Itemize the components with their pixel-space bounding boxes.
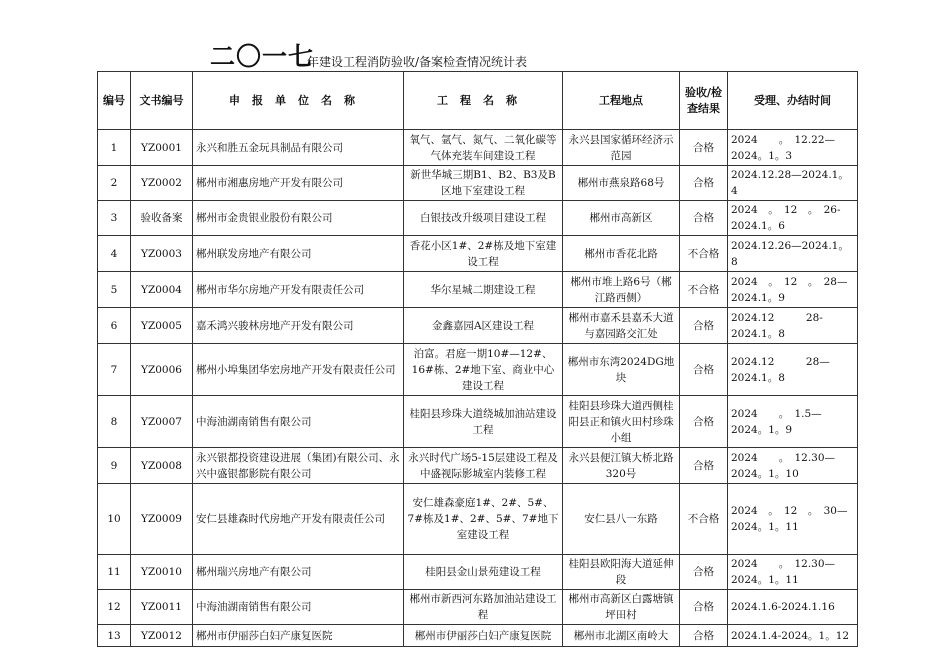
row-project: 泊富。君庭一期10#—12#、16#栋、2#地下室、商业中心建设工程 [404, 344, 563, 396]
row-doc-no: YZ0001 [131, 130, 193, 166]
row-location: 郴州市北湖区南岭大 [563, 625, 680, 647]
row-result: 合格 [680, 555, 728, 590]
row-applicant: 郴州小埠集团华宏房地产开发有限责任公司 [193, 344, 404, 396]
row-result: 合格 [680, 308, 728, 344]
inspection-table [97, 71, 858, 647]
row-result: 合格 [680, 344, 728, 396]
row-location: 郴州市高新区白露塘镇坪田村 [563, 590, 680, 625]
row-result: 合格 [680, 201, 728, 236]
row-project: 白银技改升级项目建设工程 [404, 201, 563, 236]
row-doc-no: 验收备案 [131, 201, 193, 236]
row-applicant: 永兴和胜五金玩具制品有限公司 [193, 130, 404, 166]
row-applicant: 郴州市金贵银业股份有限公司 [193, 201, 404, 236]
row-project: 香花小区1#、2#栋及地下室建设工程 [404, 236, 563, 272]
row-index: 2 [98, 166, 131, 201]
row-doc-no: YZ0006 [131, 344, 193, 396]
table-row [98, 308, 858, 344]
table-row [98, 448, 858, 484]
row-time: 2024.12 28-2024.1。8 [728, 308, 858, 344]
row-project: 郴州市新西河东路加油站建设工程 [404, 590, 563, 625]
row-project: 永兴时代广场5-15层建设工程及中盛视际影城室内装修工程 [404, 448, 563, 484]
row-location: 安仁县八一东路 [563, 484, 680, 555]
table-row [98, 166, 858, 201]
row-result: 不合格 [680, 236, 728, 272]
row-index: 13 [98, 625, 131, 647]
row-doc-no: YZ0005 [131, 308, 193, 344]
table-row [98, 344, 858, 396]
row-project: 桂阳县金山景苑建设工程 [404, 555, 563, 590]
row-time: 2024 。 12 。 30—2024。1。11 [728, 484, 858, 555]
header-location: 工程地点 [563, 72, 680, 130]
row-index: 4 [98, 236, 131, 272]
row-result: 不合格 [680, 484, 728, 555]
row-time: 2024 。 12.30—2024。1。11 [728, 555, 858, 590]
table-body [98, 130, 858, 647]
row-location: 郴州市嘉禾县嘉禾大道与嘉园路交汇处 [563, 308, 680, 344]
row-location: 郴州市高新区 [563, 201, 680, 236]
table-row [98, 555, 858, 590]
row-project: 金鑫嘉园A区建设工程 [404, 308, 563, 344]
row-result: 合格 [680, 625, 728, 647]
row-applicant: 郴州瑞兴房地产有限公司 [193, 555, 404, 590]
row-time: 2024.1.4-2024。1。12 [728, 625, 858, 647]
row-applicant: 郴州联发房地产有限公司 [193, 236, 404, 272]
row-result: 不合格 [680, 272, 728, 308]
row-applicant: 郴州市湘惠房地产开发有限公司 [193, 166, 404, 201]
row-doc-no: YZ0003 [131, 236, 193, 272]
row-index: 11 [98, 555, 131, 590]
row-result: 合格 [680, 166, 728, 201]
table-row [98, 130, 858, 166]
row-result: 合格 [680, 448, 728, 484]
row-index: 1 [98, 130, 131, 166]
row-location: 郴州市香花北路 [563, 236, 680, 272]
row-index: 7 [98, 344, 131, 396]
row-location: 永兴县国家循环经济示范园 [563, 130, 680, 166]
row-time: 2024 。 12.22—2024。1。3 [728, 130, 858, 166]
row-location: 郴州市东湾2024DG地块 [563, 344, 680, 396]
table-row [98, 201, 858, 236]
row-project: 华尔星城二期建设工程 [404, 272, 563, 308]
row-index: 9 [98, 448, 131, 484]
header-doc-no: 文书编号 [131, 72, 193, 130]
row-time: 2024.12 28—2024.1。8 [728, 344, 858, 396]
row-location: 桂阳县欧阳海大道延伸段 [563, 555, 680, 590]
row-index: 5 [98, 272, 131, 308]
row-time: 2024 。 1.5—2024。1。9 [728, 396, 858, 448]
row-applicant: 郴州市华尔房地产开发有限责任公司 [193, 272, 404, 308]
table-row [98, 625, 858, 647]
row-index: 10 [98, 484, 131, 555]
row-doc-no: YZ0007 [131, 396, 193, 448]
row-index: 8 [98, 396, 131, 448]
table-row [98, 590, 858, 625]
table-row [98, 396, 858, 448]
row-time: 2024 。 12.30—2024。1。10 [728, 448, 858, 484]
title-year: 二〇一七 [210, 42, 315, 71]
row-time: 2024.12.26—2024.1。8 [728, 236, 858, 272]
row-result: 合格 [680, 590, 728, 625]
row-project: 郴州市伊丽莎白妇产康复医院 [404, 625, 563, 647]
row-applicant: 安仁县雄森时代房地产开发有限责任公司 [193, 484, 404, 555]
header-index: 编号 [98, 72, 131, 130]
row-doc-no: YZ0010 [131, 555, 193, 590]
row-index: 12 [98, 590, 131, 625]
row-applicant: 中海油湖南销售有限公司 [193, 590, 404, 625]
row-project: 安仁雄森豪庭1#、2#、5#、7#栋及1#、2#、5#、7#地下室建设工程 [404, 484, 563, 555]
row-applicant: 郴州市伊丽莎白妇产康复医院 [193, 625, 404, 647]
header-row [98, 72, 858, 130]
row-doc-no: YZ0004 [131, 272, 193, 308]
header-project: 工程名称 [404, 72, 563, 130]
row-doc-no: YZ0002 [131, 166, 193, 201]
row-time: 2024.1.6-2024.1.16 [728, 590, 858, 625]
header-applicant: 申报单位名称 [193, 72, 404, 130]
row-index: 3 [98, 201, 131, 236]
header-time: 受理、办结时间 [728, 72, 858, 130]
row-location: 郴州市堆上路6号（郴江路西侧） [563, 272, 680, 308]
row-applicant: 永兴银都投资建设进展（集团)有限公司、永兴中盛银都影院有限公司 [193, 448, 404, 484]
row-time: 2024 。 12 。 28—2024.1。9 [728, 272, 858, 308]
row-project: 氧气、氩气、氮气、二氧化碳等气体充装车间建设工程 [404, 130, 563, 166]
table-row [98, 484, 858, 555]
row-location: 永兴县便江镇大桥北路320号 [563, 448, 680, 484]
row-doc-no: YZ0012 [131, 625, 193, 647]
row-time: 2024 。 12 。 26-2024.1。6 [728, 201, 858, 236]
row-result: 合格 [680, 130, 728, 166]
table-row [98, 236, 858, 272]
title-text: 年建设工程消防验收/备案检查情况统计表 [307, 55, 528, 69]
row-project: 新世华城三期B1、B2、B3及B区地下室建设工程 [404, 166, 563, 201]
row-index: 6 [98, 308, 131, 344]
row-result: 合格 [680, 396, 728, 448]
row-time: 2024.12.28—2024.1。4 [728, 166, 858, 201]
header-result: 验收/检查结果 [680, 72, 728, 130]
row-applicant: 嘉禾鸿兴骏林房地产开发有限公司 [193, 308, 404, 344]
row-doc-no: YZ0011 [131, 590, 193, 625]
row-project: 桂阳县珍珠大道绕城加油站建设工程 [404, 396, 563, 448]
row-applicant: 中海油湖南销售有限公司 [193, 396, 404, 448]
row-doc-no: YZ0009 [131, 484, 193, 555]
row-doc-no: YZ0008 [131, 448, 193, 484]
row-location: 桂阳县珍珠大道西侧桂阳县正和镇火田村珍珠小组 [563, 396, 680, 448]
table-row [98, 272, 858, 308]
row-location: 郴州市燕泉路68号 [563, 166, 680, 201]
